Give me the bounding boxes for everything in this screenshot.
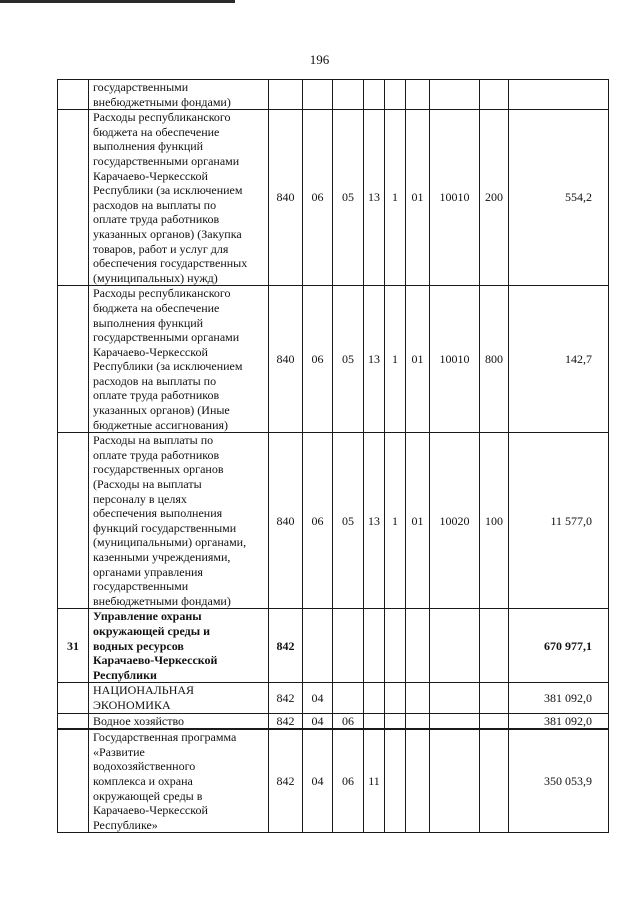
expense-direction-cell: [430, 729, 480, 833]
subsection-code-cell: 06: [333, 729, 364, 833]
expense-type-cell: [480, 713, 509, 729]
description-line: окружающей среды в: [93, 788, 203, 803]
description-line: товаров, работ и услуг для: [93, 241, 229, 256]
amount-cell: 554,2: [509, 110, 609, 286]
ministry-code-cell: 842: [269, 683, 303, 713]
table-row: [58, 80, 609, 110]
expense-direction-cell: [430, 683, 480, 713]
description-line: обеспечения выполнения: [93, 506, 223, 521]
subprogram-code-cell: [385, 609, 406, 683]
description-line: оплате труда работников: [93, 447, 220, 462]
description-line: Карачаево-Черкесской: [93, 803, 208, 818]
subsection-code-cell: 05: [333, 433, 364, 609]
table-row: [58, 683, 609, 713]
description-line: Водное хозяйство: [93, 713, 185, 728]
description-line: указанных органов) (Иные: [93, 403, 230, 418]
table-row: [58, 729, 609, 833]
expense-direction-cell: 10010: [430, 286, 480, 433]
description-line: комплекса и охрана: [93, 773, 193, 788]
expense-direction-cell: [430, 80, 480, 110]
expense-direction-cell: 10010: [430, 110, 480, 286]
section-code-cell: 06: [303, 110, 333, 286]
main-activity-code-cell: [406, 729, 430, 833]
main-activity-code-cell: 01: [406, 110, 430, 286]
row-number-cell: [58, 683, 89, 713]
subprogram-code-cell: [385, 80, 406, 110]
description-cell: [89, 286, 269, 433]
subprogram-code-cell: 1: [385, 110, 406, 286]
main-activity-code-cell: [406, 683, 430, 713]
program-code-cell: [364, 609, 385, 683]
description-line: ЭКОНОМИКА: [93, 697, 171, 712]
section-code-cell: [303, 80, 333, 110]
program-code-cell: 13: [364, 110, 385, 286]
description-line: Государственная программа: [93, 730, 237, 745]
description-line: (муниципальными) органами,: [93, 535, 247, 550]
program-code-cell: [364, 713, 385, 729]
row-number-cell: [58, 80, 89, 110]
description-line: государственными органами: [93, 330, 240, 345]
description-line: Расходы республиканского: [93, 286, 231, 301]
description-line: водных ресурсов: [93, 638, 184, 653]
amount-cell: 11 577,0: [509, 433, 609, 609]
description-line: обеспечения государственных: [93, 256, 248, 271]
subsection-code-cell: [333, 609, 364, 683]
ministry-code-cell: [269, 80, 303, 110]
description-line: Карачаево-Черкесской: [93, 653, 218, 668]
description-line: выполнения функций: [93, 315, 204, 330]
row-number-cell: [58, 110, 89, 286]
budget-table: [57, 79, 609, 833]
description-line: функций государственными: [93, 520, 237, 535]
subsection-code-cell: 05: [333, 110, 364, 286]
description-line: внебюджетными фондами): [93, 593, 231, 608]
description-line: «Развитие: [93, 744, 145, 759]
section-code-cell: [303, 609, 333, 683]
description-line: расходов на выплаты по: [93, 197, 217, 212]
subsection-code-cell: 06: [333, 713, 364, 729]
description-line: внебюджетными фондами): [93, 94, 231, 109]
ministry-code-cell: 840: [269, 433, 303, 609]
description-line: Карачаево-Черкесской: [93, 168, 208, 183]
subprogram-code-cell: [385, 683, 406, 713]
program-code-cell: 13: [364, 286, 385, 433]
expense-direction-cell: 10020: [430, 433, 480, 609]
ministry-code-cell: 842: [269, 713, 303, 729]
description-line: государственными: [93, 579, 189, 594]
ministry-code-cell: 842: [269, 609, 303, 683]
row-number-cell: [58, 433, 89, 609]
expense-type-cell: [480, 729, 509, 833]
description-line: казенными учреждениями,: [93, 550, 231, 564]
table-body: [58, 80, 609, 833]
description-line: водохозяйственного: [93, 759, 196, 774]
amount-cell: 350 053,9: [509, 729, 609, 833]
subsection-code-cell: [333, 80, 364, 110]
description-line: Управление охраны: [93, 609, 202, 624]
expense-type-cell: 100: [480, 433, 509, 609]
description-line: Карачаево-Черкесской: [93, 344, 208, 359]
subprogram-code-cell: 1: [385, 286, 406, 433]
program-code-cell: 13: [364, 433, 385, 609]
ministry-code-cell: 840: [269, 110, 303, 286]
description-line: оплате труда работников: [93, 212, 220, 227]
table-row: [58, 110, 609, 286]
ministry-code-cell: 840: [269, 286, 303, 433]
section-code-cell: 04: [303, 683, 333, 713]
description-line: оплате труда работников: [93, 388, 220, 403]
description-cell: [89, 433, 269, 609]
description-cell: [89, 609, 269, 683]
table-row: [58, 286, 609, 433]
description-cell: [89, 80, 269, 110]
main-activity-code-cell: 01: [406, 286, 430, 433]
table-row: [58, 609, 609, 683]
row-number-cell: [58, 713, 89, 729]
subsection-code-cell: 05: [333, 286, 364, 433]
section-code-cell: 06: [303, 286, 333, 433]
program-code-cell: [364, 683, 385, 713]
description-cell: [89, 729, 269, 833]
subprogram-code-cell: [385, 729, 406, 833]
section-code-cell: 04: [303, 729, 333, 833]
program-code-cell: 11: [364, 729, 385, 833]
description-cell: [89, 713, 269, 729]
description-line: государственными: [93, 80, 189, 94]
description-line: расходов на выплаты по: [93, 373, 217, 388]
amount-cell: 670 977,1: [509, 609, 609, 683]
table-row: [58, 713, 609, 729]
expense-type-cell: 200: [480, 110, 509, 286]
amount-cell: 142,7: [509, 286, 609, 433]
description-line: бюджета на обеспечение: [93, 300, 220, 315]
amount-cell: 381 092,0: [509, 713, 609, 729]
description-line: окружающей среды и: [93, 623, 211, 638]
description-line: бюджета на обеспечение: [93, 124, 220, 139]
main-activity-code-cell: [406, 609, 430, 683]
main-activity-code-cell: [406, 713, 430, 729]
description-line: (Расходы на выплаты: [93, 477, 202, 492]
subprogram-code-cell: 1: [385, 433, 406, 609]
expense-direction-cell: [430, 713, 480, 729]
top-rule: [0, 0, 235, 3]
description-line: бюджетные ассигнования): [93, 417, 229, 432]
description-line: Республике»: [93, 817, 158, 832]
description-line: персоналу в целях: [93, 491, 187, 506]
description-cell: [89, 110, 269, 286]
description-line: Республики: [93, 667, 157, 682]
description-line: указанных органов) (Закупка: [93, 226, 242, 241]
expense-type-cell: [480, 609, 509, 683]
description-line: государственных органов: [93, 462, 224, 477]
table-row: [58, 433, 609, 609]
main-activity-code-cell: [406, 80, 430, 110]
page-number: 196: [309, 52, 330, 67]
subprogram-code-cell: [385, 713, 406, 729]
row-number-cell: 31: [58, 609, 89, 683]
row-number-cell: [58, 729, 89, 833]
ministry-code-cell: 842: [269, 729, 303, 833]
subsection-code-cell: [333, 683, 364, 713]
description-line: Республики (за исключением: [93, 183, 243, 198]
expense-type-cell: 800: [480, 286, 509, 433]
program-code-cell: [364, 80, 385, 110]
description-line: Расходы республиканского: [93, 110, 231, 125]
description-line: (муниципальных) нужд): [93, 270, 218, 285]
description-line: выполнения функций: [93, 139, 204, 154]
expense-direction-cell: [430, 609, 480, 683]
description-line: НАЦИОНАЛЬНАЯ: [93, 683, 195, 698]
expense-type-cell: [480, 80, 509, 110]
row-number-cell: [58, 286, 89, 433]
amount-cell: [509, 80, 609, 110]
expense-type-cell: [480, 683, 509, 713]
section-code-cell: 06: [303, 433, 333, 609]
main-activity-code-cell: 01: [406, 433, 430, 609]
description-line: Расходы на выплаты по: [93, 433, 214, 448]
description-line: государственными органами: [93, 153, 240, 168]
description-line: Республики (за исключением: [93, 359, 243, 374]
description-line: органами управления: [93, 564, 203, 579]
description-cell: [89, 683, 269, 713]
section-code-cell: 04: [303, 713, 333, 729]
amount-cell: 381 092,0: [509, 683, 609, 713]
